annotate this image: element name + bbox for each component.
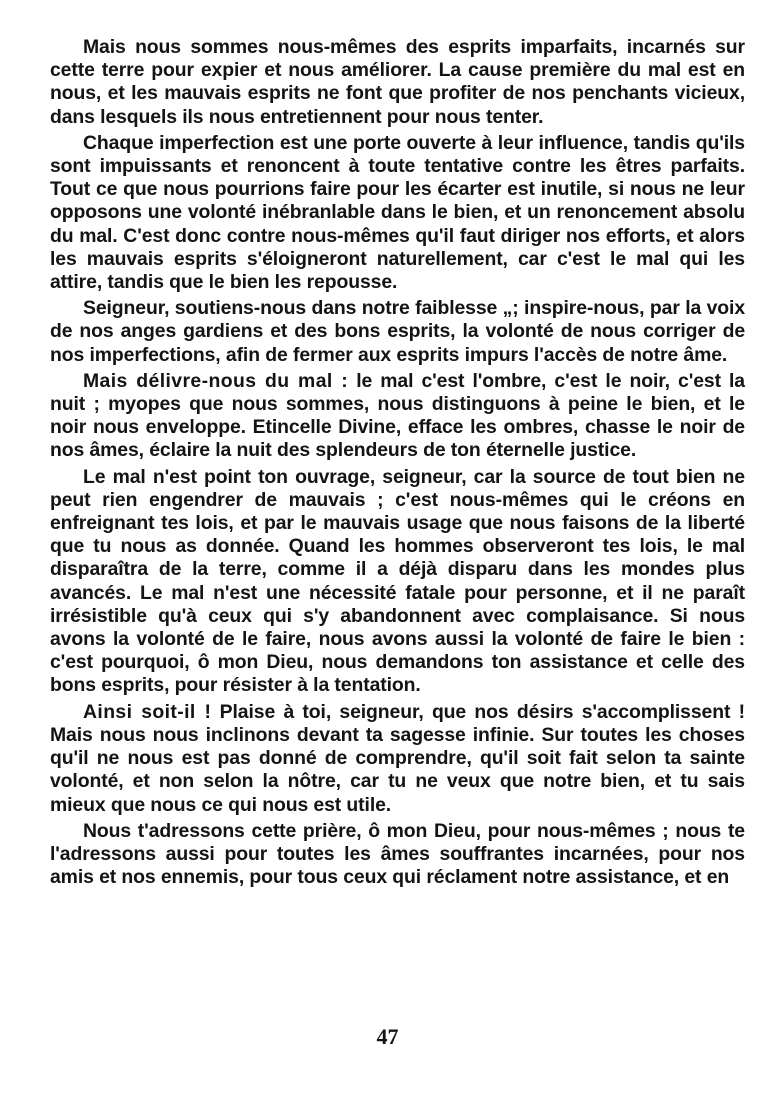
paragraph-7 <box>50 820 745 890</box>
paragraph-3 <box>50 297 745 367</box>
paragraph-6 <box>50 701 745 817</box>
page-number: 47 <box>376 1024 399 1049</box>
paragraph-2 <box>50 132 745 294</box>
paragraph-5-text: Le mal n'est point ton ouvrage, seigneur, car la source de tout bien ne peut rien engendrer de mauvais ; c'est nous-mêmes qui le créons en enfreignant tes lois, et par le mauvais usage que nous faisons de la liberté que tu nous as donnée. Quand les hommes observeront tes lois, le mal disparaîtra de la terre, comme il a déjà disparu dans les mondes plus avancés. Le mal n'est une nécessité fatale pour personne, et il ne paraît irrésistible qu'à ceux qui s'y abandonnent avec complaisance. Si nous avons la volonté de le faire, nous avons aussi la volonté de faire le bien : c'est pourquoi, ô mon Dieu, nous demandons ton assistance et celle des bons esprits, pour résister à la tentation. <box>50 465 745 697</box>
paragraph-4-lead: Mais délivre-nous du mal : <box>83 369 349 392</box>
paragraph-2-text: Chaque imperfection est une porte ouverte à leur influence, tandis qu'ils sont impuissants et renoncent à toute tentative contre les êtres parfaits. Tout ce que nous pourrions faire pour les écarter est inutile, si nous ne leur opposons une volonté inébranlable dans le bien, et un renoncement absolu du mal. C'est donc contre nous-mêmes qu'il faut diriger nos efforts, et alors les mauvais esprits s'éloigneront naturellement, car c'est le mal qui les attire, tandis que le bien les repousse. <box>50 131 745 294</box>
paragraph-4-text: le mal c'est l'ombre, c'est le noir, c'est la nuit ; myopes que nous sommes, nous distinguons à peine le bien, et le noir nous enveloppe. Etincelle Divine, efface les ombres, chasse le noir de nos âmes, éclaire la nuit des splendeurs de ton éternelle justice. <box>50 369 745 462</box>
paragraph-6-lead: Ainsi soit-il ! <box>83 700 212 723</box>
paragraph-1-text: Mais nous sommes nous-mêmes des esprits imparfaits, incarnés sur cette terre pour expier et nous améliorer. La cause première du mal est en nous, et les mauvais esprits ne font que profiter de nos penchants vicieux, dans lesquels ils nous entretiennent pour nous tenter. <box>50 36 745 128</box>
paragraph-1 <box>50 36 745 129</box>
paragraph-5 <box>50 466 745 698</box>
page-body <box>50 36 745 892</box>
paragraph-4 <box>50 370 745 463</box>
paragraph-6-text: Plaise à toi, seigneur, que nos désirs s'accomplissent ! Mais nous nous inclinons devant ta sagesse infinie. Sur toutes les choses qu'il ne nous est pas donné de comprendre, qu'il soit fait selon ta sainte volonté, et non selon la nôtre, car tu ne veux que notre bien, et tu sais mieux que nous ce qui nous est utile. <box>50 700 745 816</box>
paragraph-3-text: Seigneur, soutiens-nous dans notre faiblesse „; inspire-nous, par la voix de nos anges gardiens et des bons esprits, la volonté de nous corriger de nos imperfections, afin de fermer aux esprits impurs l'accès de notre âme. <box>50 297 745 366</box>
paragraph-7-text: Nous t'adressons cette prière, ô mon Dieu, pour nous-mêmes ; nous te l'adressons aussi pour toutes les âmes souffrantes incarnées, pour nos amis et nos ennemis, pour tous ceux qui réclament notre assistance, et en <box>50 819 745 889</box>
